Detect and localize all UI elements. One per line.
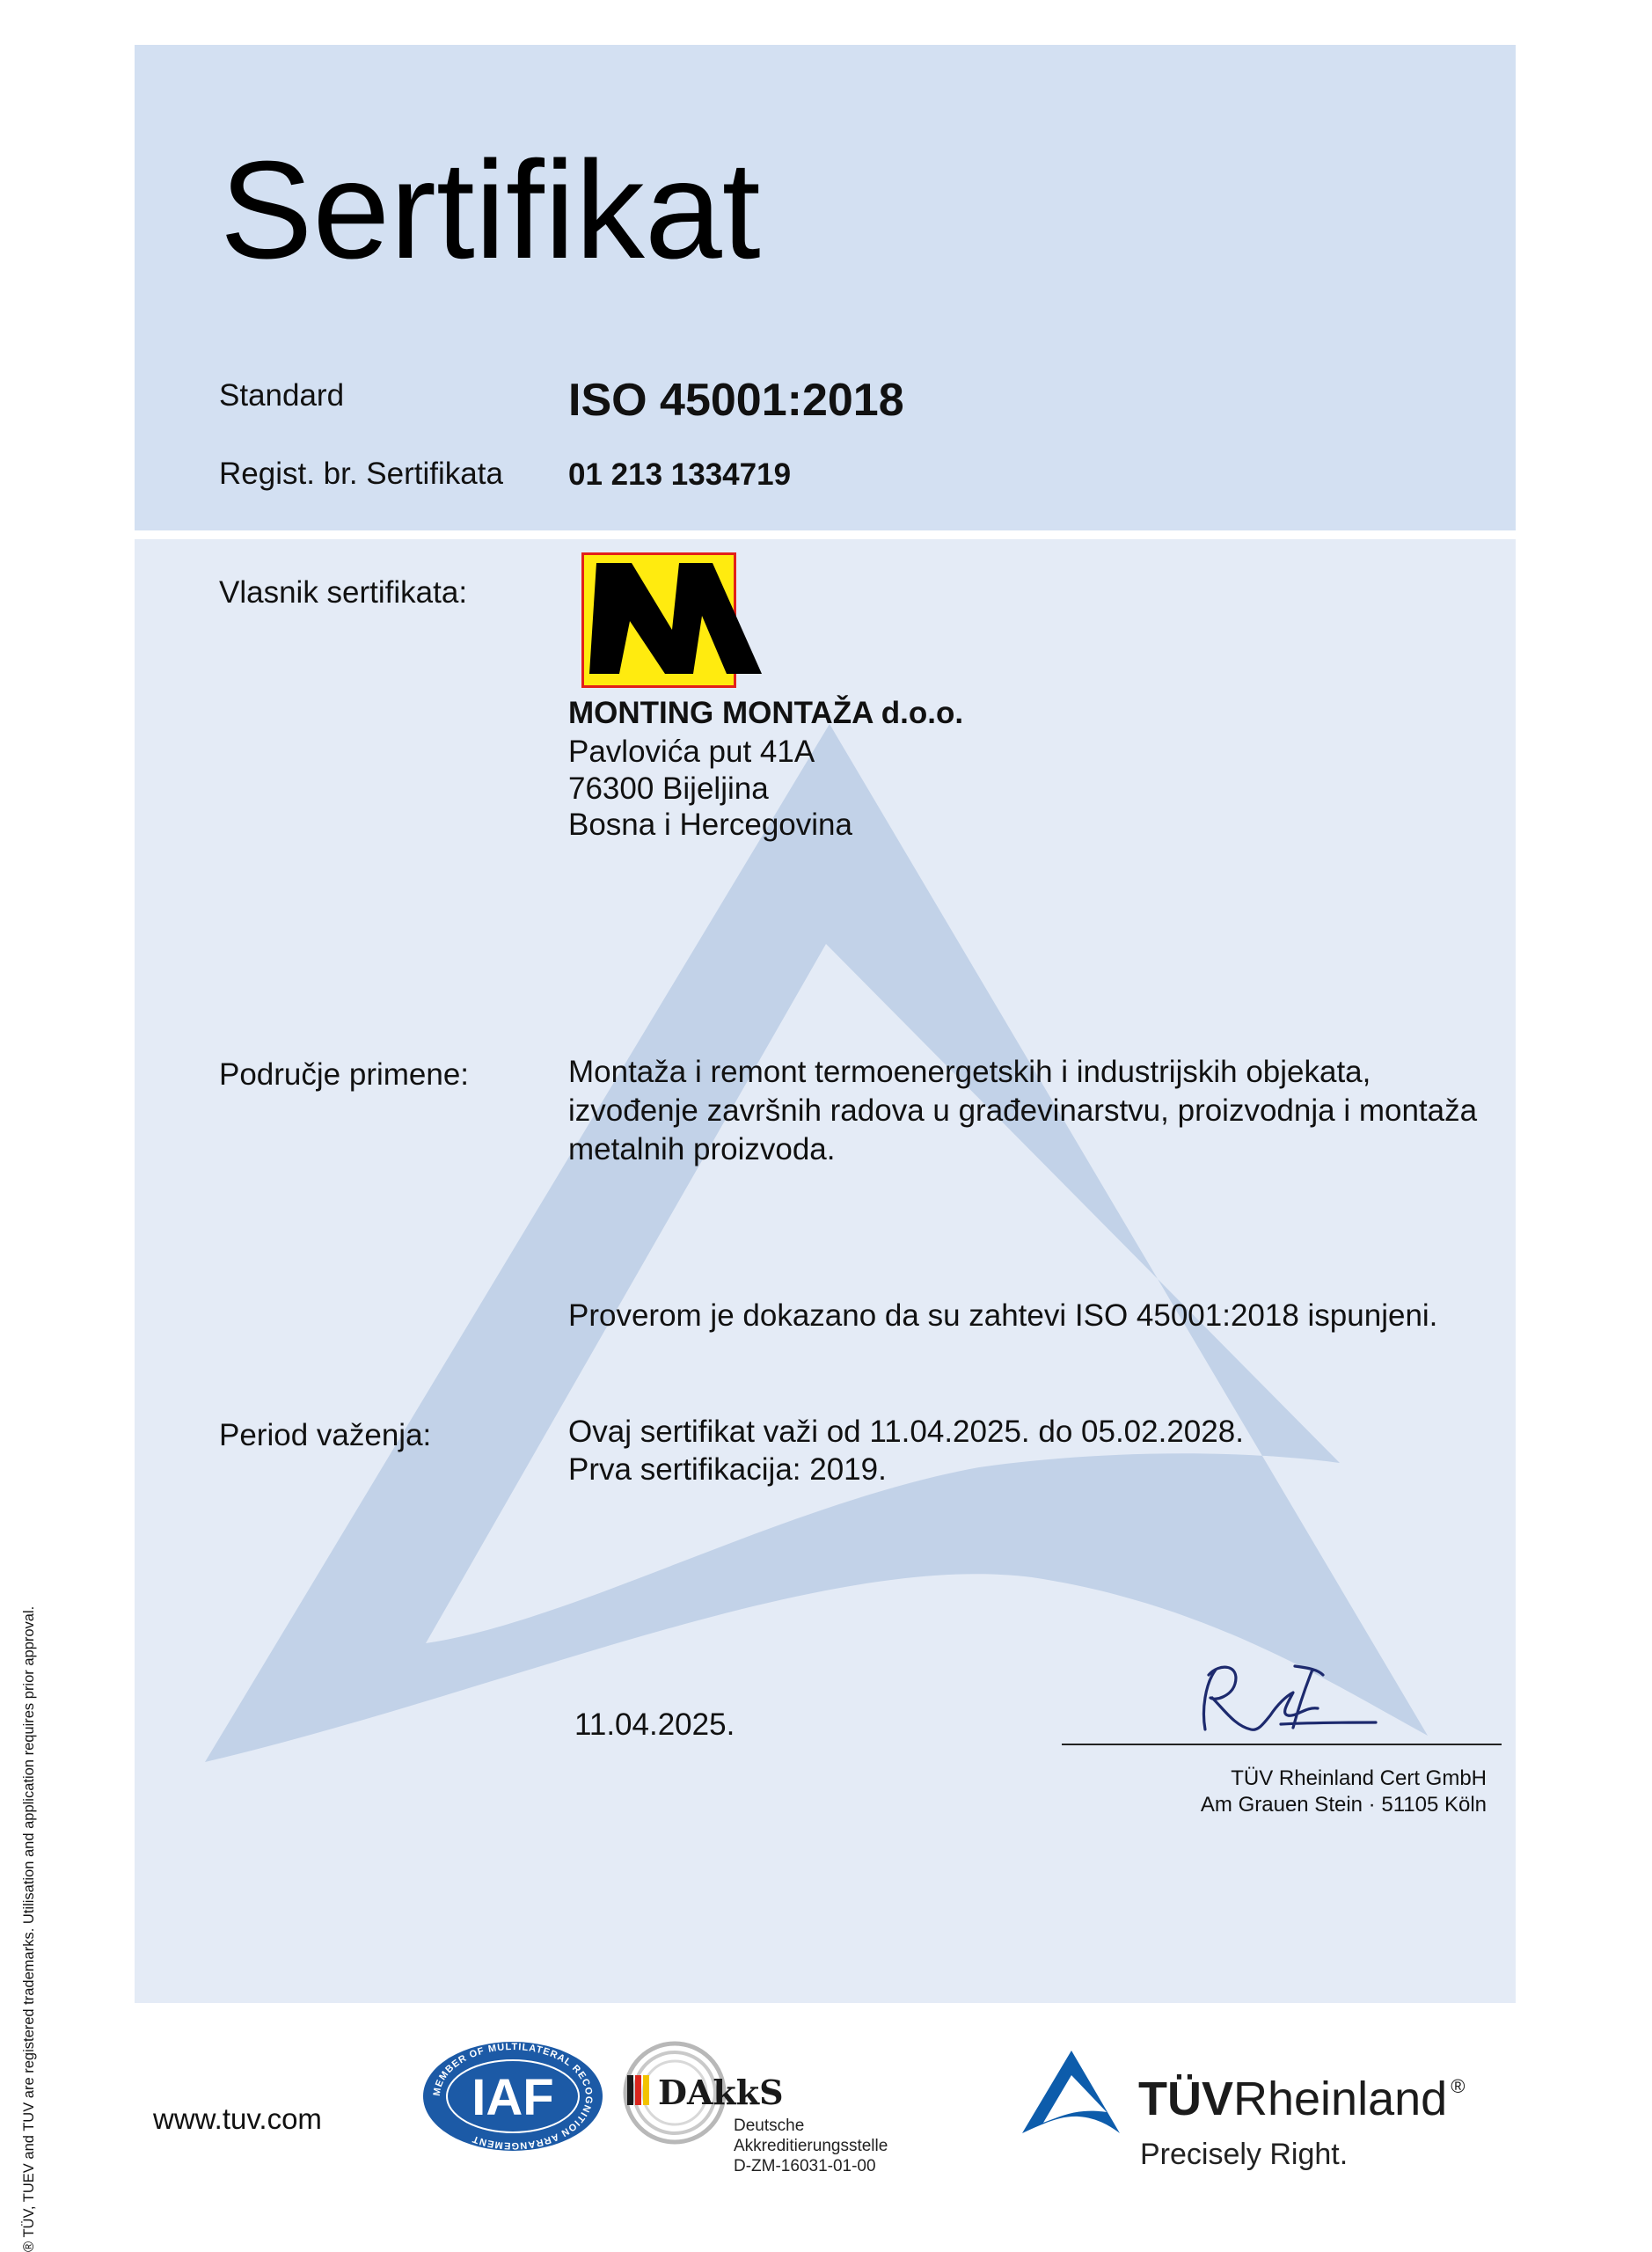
holder-address-line: 76300 Bijeljina bbox=[568, 771, 769, 806]
iaf-letters: IAF bbox=[471, 2069, 554, 2126]
dakks-accreditation-code: D-ZM-16031-01-00 bbox=[734, 2157, 876, 2175]
tuv-brand-rest: Rheinland bbox=[1233, 2073, 1448, 2125]
tuv-slogan: Precisely Right. bbox=[1140, 2138, 1349, 2171]
tuv-rheinland-wordmark bbox=[1138, 2072, 1465, 2126]
dakks-line: Deutsche bbox=[734, 2117, 805, 2135]
registration-label: Regist. br. Sertifikata bbox=[219, 457, 503, 491]
company-logo-m-mark bbox=[581, 552, 765, 684]
issuer-address: Am Grauen Stein · 51105 Köln bbox=[1200, 1793, 1487, 1817]
standard-label: Standard bbox=[219, 378, 345, 413]
website-link[interactable]: www.tuv.com bbox=[153, 2102, 322, 2135]
dakks-title: DAkkS bbox=[658, 2073, 784, 2112]
scope-line: metalnih proizvoda. bbox=[568, 1132, 836, 1166]
scope-line: Montaža i remont termoenergetskih i industrijskih objekata, bbox=[568, 1055, 1371, 1089]
iaf-ring-text: MEMBER OF MULTILATERAL RECOGNITION ARRANGEMENT bbox=[431, 2041, 595, 2152]
holder-name: MONTING MONTAŽA d.o.o. bbox=[568, 696, 964, 730]
scope-line: izvođenje završnih radova u građevinarstvu, proizvodnja i montaža bbox=[568, 1093, 1478, 1128]
issue-date: 11.04.2025. bbox=[574, 1707, 735, 1742]
holder-address-line: Pavlovića put 41A bbox=[568, 735, 815, 769]
certificate-title: Sertifikat bbox=[220, 133, 761, 288]
tuv-brand-bold: TÜV bbox=[1138, 2073, 1233, 2125]
validity-dates: Ovaj sertifikat važi od 11.04.2025. do 05.02.2028. bbox=[568, 1415, 1244, 1449]
issuer-name: TÜV Rheinland Cert GmbH bbox=[1231, 1766, 1487, 1790]
holder-label: Vlasnik sertifikata: bbox=[219, 575, 468, 610]
signature-line bbox=[1062, 1744, 1502, 1745]
standard-value: ISO 45001:2018 bbox=[568, 375, 904, 426]
scope-label: Područje primene: bbox=[219, 1057, 470, 1092]
tuv-triangle-icon bbox=[1020, 2049, 1122, 2137]
validity-label: Period važenja: bbox=[219, 1418, 432, 1452]
iaf-logo bbox=[420, 2039, 605, 2153]
first-certification: Prva sertifikacija: 2019. bbox=[568, 1452, 887, 1487]
verification-statement: Proverom je dokazano da su zahtevi ISO 45001:2018 ispunjeni. bbox=[568, 1298, 1438, 1333]
signature bbox=[1189, 1657, 1383, 1742]
trademark-note: ® TÜV, TUEV and TUV are registered trademarks. Utilisation and application requires prior approval. bbox=[21, 1605, 37, 2252]
registered-mark: ® bbox=[1451, 2075, 1466, 2097]
dakks-line: Akkreditierungsstelle bbox=[734, 2137, 888, 2155]
holder-address-line: Bosna i Hercegovina bbox=[568, 808, 852, 842]
registration-number: 01 213 1334719 bbox=[568, 457, 792, 492]
